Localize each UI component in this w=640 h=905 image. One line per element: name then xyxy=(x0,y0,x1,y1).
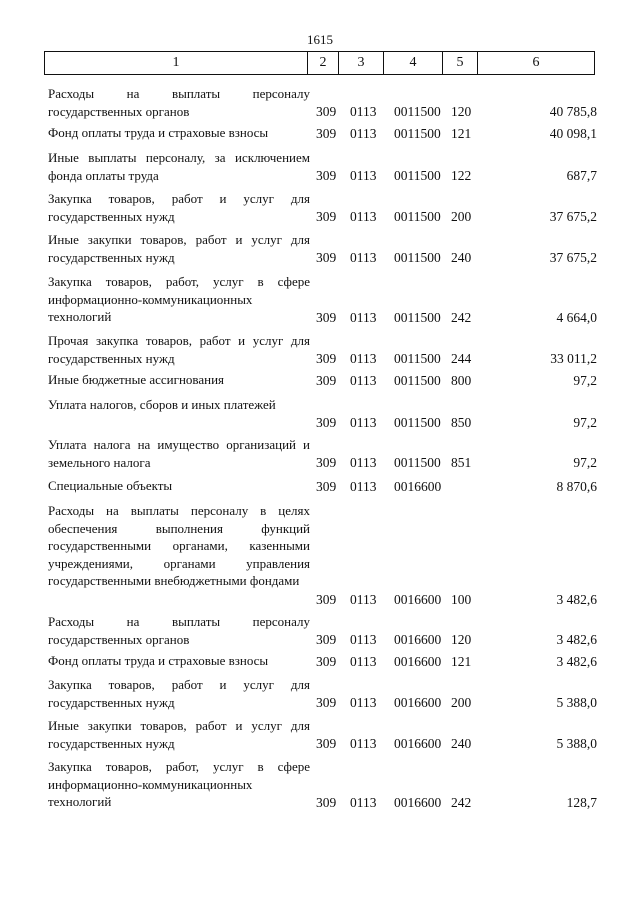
table-row xyxy=(0,124,640,142)
row-code-5: 850 xyxy=(451,414,472,430)
row-code-2: 309 xyxy=(316,372,337,388)
row-code-5: 200 xyxy=(451,694,472,710)
row-code-3: 0113 xyxy=(350,694,377,710)
row-code-4: 0011500 xyxy=(394,208,441,224)
table-row xyxy=(0,371,640,389)
row-description: Иные выплаты персоналу, за исключением фонда оплаты труда xyxy=(48,150,310,183)
row-code-4: 0011500 xyxy=(394,309,441,325)
row-code-5: 121 xyxy=(451,125,472,141)
table-row xyxy=(0,502,640,608)
row-code-4: 0016600 xyxy=(394,591,442,607)
row-code-3: 0113 xyxy=(350,309,377,325)
row-code-5: 244 xyxy=(451,350,472,366)
row-code-2: 309 xyxy=(316,454,337,470)
table-row xyxy=(0,676,640,711)
row-amount: 5 388,0 xyxy=(556,694,597,710)
row-amount: 37 675,2 xyxy=(549,249,597,265)
row-code-3: 0113 xyxy=(350,478,377,494)
row-code-3: 0113 xyxy=(350,414,377,430)
row-code-5: 122 xyxy=(451,167,472,183)
row-description: Специальные объекты xyxy=(48,478,173,493)
row-code-3: 0113 xyxy=(350,794,377,810)
row-code-4: 0011500 xyxy=(394,350,441,366)
row-code-4: 0016600 xyxy=(394,794,442,810)
row-code-5: 120 xyxy=(451,631,472,647)
row-amount: 5 388,0 xyxy=(556,735,597,751)
row-code-2: 309 xyxy=(316,653,337,669)
row-code-3: 0113 xyxy=(350,591,377,607)
row-code-2: 309 xyxy=(316,125,337,141)
table-row xyxy=(0,231,640,266)
row-code-4: 0016600 xyxy=(394,735,442,751)
row-code-4: 0011500 xyxy=(394,249,441,265)
table-row xyxy=(0,85,640,120)
row-amount: 40 098,1 xyxy=(549,125,597,141)
row-code-3: 0113 xyxy=(350,350,377,366)
row-code-2: 309 xyxy=(316,249,337,265)
row-code-3: 0113 xyxy=(350,125,377,141)
table-row xyxy=(0,613,640,648)
row-amount: 4 664,0 xyxy=(556,309,597,325)
row-amount: 97,2 xyxy=(573,414,597,430)
row-code-2: 309 xyxy=(316,735,337,751)
row-description: Закупка товаров, работ и услуг для государственных нужд xyxy=(48,191,310,224)
row-description: Закупка товаров, работ, услуг в сфере информационно-коммуникационных технологий xyxy=(48,759,310,809)
row-code-3: 0113 xyxy=(350,631,377,647)
row-code-2: 309 xyxy=(316,694,337,710)
row-code-2: 309 xyxy=(316,591,337,607)
table-row xyxy=(0,652,640,670)
row-code-3: 0113 xyxy=(350,208,377,224)
row-description: Фонд оплаты труда и страховые взносы xyxy=(48,125,269,140)
row-code-3: 0113 xyxy=(350,735,377,751)
row-code-5: 242 xyxy=(451,309,472,325)
row-code-5: 800 xyxy=(451,372,472,388)
row-code-4: 0016600 xyxy=(394,631,442,647)
column-header-3: 3 xyxy=(339,52,384,75)
row-code-4: 0011500 xyxy=(394,167,441,183)
row-amount: 40 785,8 xyxy=(549,103,597,119)
page-number: 1615 xyxy=(307,32,333,47)
row-description: Закупка товаров, работ и услуг для государственных нужд xyxy=(48,677,310,710)
row-code-5: 240 xyxy=(451,735,472,751)
row-code-4: 0011500 xyxy=(394,372,441,388)
row-code-2: 309 xyxy=(316,350,337,366)
row-amount: 3 482,6 xyxy=(556,653,597,669)
row-code-3: 0113 xyxy=(350,653,377,669)
row-amount: 33 011,2 xyxy=(550,350,597,366)
row-description: Расходы на выплаты персоналу государственных органов xyxy=(48,86,310,119)
row-code-2: 309 xyxy=(316,167,337,183)
row-code-4: 0011500 xyxy=(394,414,441,430)
row-code-4: 0016600 xyxy=(394,694,442,710)
row-code-5: 200 xyxy=(451,208,472,224)
row-code-4: 0016600 xyxy=(394,653,442,669)
table-row xyxy=(0,717,640,752)
row-description: Закупка товаров, работ, услуг в сфере информационно-коммуникационных технологий xyxy=(48,274,310,324)
column-header-4: 4 xyxy=(384,52,443,75)
row-code-2: 309 xyxy=(316,794,337,810)
row-description: Иные закупки товаров, работ и услуг для государственных нужд xyxy=(48,718,310,751)
row-code-5: 120 xyxy=(451,103,472,119)
row-description: Расходы на выплаты персоналу в целях обеспечения выполнения функций государственными органами, казенными учреждениями, органами управления государственными внебюджетными фондами xyxy=(48,503,310,588)
row-code-5: 240 xyxy=(451,249,472,265)
row-description: Уплата налога на имущество организаций и земельного налога xyxy=(48,437,310,470)
row-amount: 97,2 xyxy=(573,372,597,388)
row-code-4: 0011500 xyxy=(394,103,441,119)
row-code-2: 309 xyxy=(316,309,337,325)
row-code-3: 0113 xyxy=(350,372,377,388)
row-code-4: 0016600 xyxy=(394,478,442,494)
row-code-3: 0113 xyxy=(350,167,377,183)
row-description: Иные закупки товаров, работ и услуг для государственных нужд xyxy=(48,232,310,265)
row-amount: 3 482,6 xyxy=(556,591,597,607)
row-code-5: 242 xyxy=(451,794,472,810)
row-code-4: 0011500 xyxy=(394,125,441,141)
row-description: Иные бюджетные ассигнования xyxy=(48,372,225,387)
row-code-5: 121 xyxy=(451,653,472,669)
row-code-5: 851 xyxy=(451,454,472,470)
column-header-5: 5 xyxy=(443,52,478,75)
column-header-2: 2 xyxy=(308,52,339,75)
row-code-3: 0113 xyxy=(350,454,377,470)
row-code-2: 309 xyxy=(316,414,337,430)
table-row xyxy=(0,190,640,225)
row-code-3: 0113 xyxy=(350,103,377,119)
row-code-2: 309 xyxy=(316,478,337,494)
row-amount: 3 482,6 xyxy=(556,631,597,647)
table-row xyxy=(0,149,640,184)
row-code-2: 309 xyxy=(316,208,337,224)
row-code-5: 100 xyxy=(451,591,472,607)
row-code-2: 309 xyxy=(316,631,337,647)
table-row xyxy=(0,396,640,431)
row-code-3: 0113 xyxy=(350,249,377,265)
row-code-4: 0011500 xyxy=(394,454,441,470)
table-row xyxy=(0,758,640,811)
row-code-2: 309 xyxy=(316,103,337,119)
row-amount: 687,7 xyxy=(566,167,597,183)
row-amount: 37 675,2 xyxy=(549,208,597,224)
column-header-1: 1 xyxy=(45,52,308,75)
row-amount: 8 870,6 xyxy=(556,478,597,494)
row-description: Прочая закупка товаров, работ и услуг для государственных нужд xyxy=(48,333,310,366)
row-description: Уплата налогов, сборов и иных платежей xyxy=(48,397,276,412)
table-row xyxy=(0,332,640,367)
column-header-6: 6 xyxy=(478,52,595,75)
row-description: Расходы на выплаты персоналу государственных органов xyxy=(48,614,310,647)
table-row xyxy=(0,436,640,471)
table-row xyxy=(0,477,640,495)
row-amount: 128,7 xyxy=(566,794,597,810)
row-amount: 97,2 xyxy=(573,454,597,470)
row-description: Фонд оплаты труда и страховые взносы xyxy=(48,653,269,668)
table-row xyxy=(0,273,640,326)
